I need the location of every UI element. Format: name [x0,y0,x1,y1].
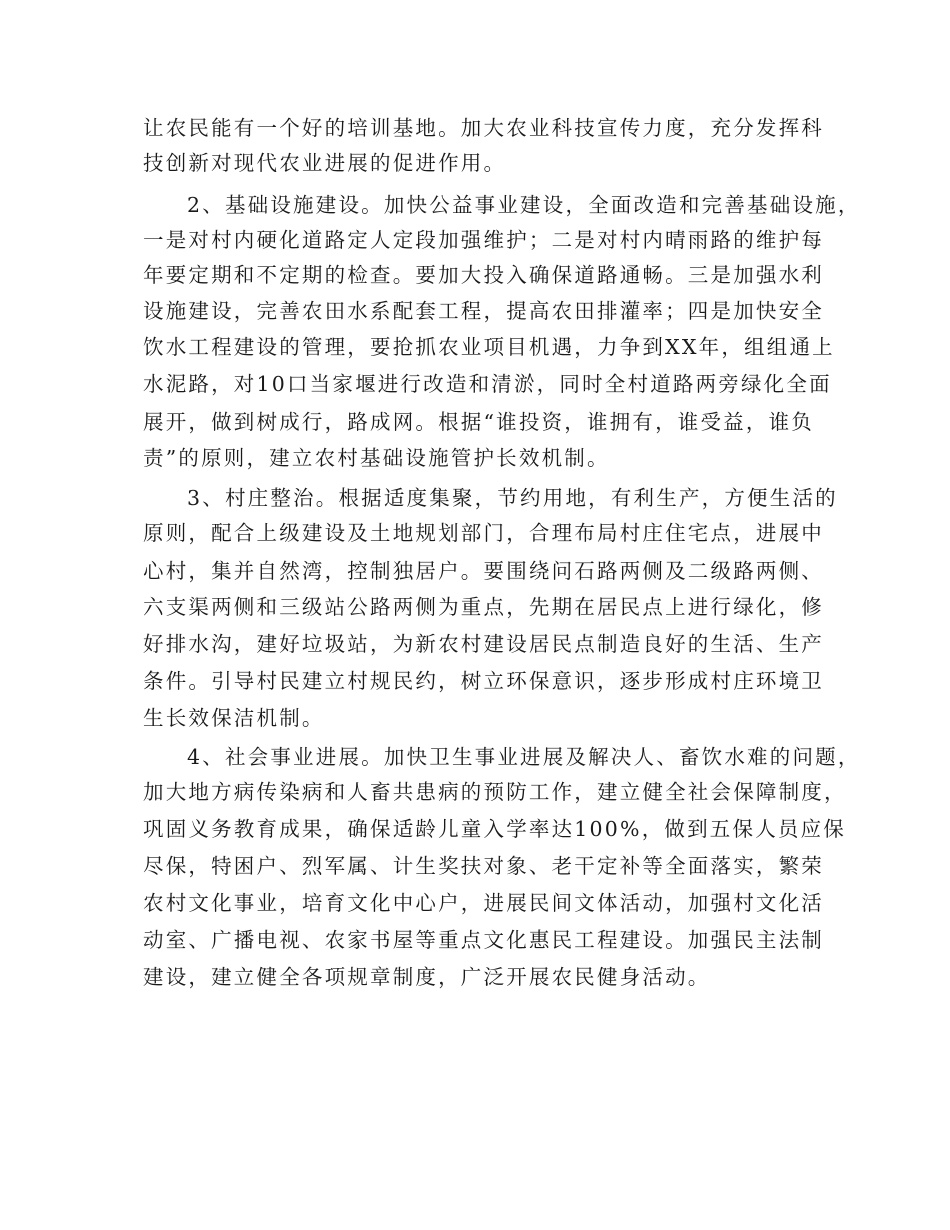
paragraph-line: 原则，配合上级建设及土地规划部门，合理布局村庄住宅点，进展中 [143,521,824,545]
paragraph-line: 水泥路，对10口当家堰进行改造和清淤，同时全村道路两旁绿化全面 [143,372,832,396]
paragraph-line: 让农民能有一个好的培训基地。加大农业科技宣传力度，充分发挥科 [143,116,824,140]
paragraph-line: 年要定期和不定期的检查。要加大投入确保道路通畅。三是加强水利 [143,263,824,287]
paragraph-line: 4、社会事业进展。加快卫生事业进展及解决人、畜饮水难的问题， [187,745,861,769]
paragraph-line: 责”的原则，建立农村基础设施管护长效机制。 [143,446,610,470]
paragraph-line: 六支渠两侧和三级站公路两侧为重点，先期在居民点上进行绿化，修 [143,595,824,619]
paragraph-line: 条件。引导村民建立村规民约，树立环保意识，逐步形成村庄环境卫 [143,669,824,693]
paragraph-line: 展开，做到树成行，路成网。根据“谁投资，谁拥有，谁受益，谁负 [143,410,814,434]
paragraph-line: 设施建设，完善农田水系配套工程，提高农田排灌率；四是加快安全 [143,299,824,323]
paragraph-line: 饮水工程建设的管理，要抢抓农业项目机遇，力争到XX年，组组通上 [143,335,835,359]
paragraph-line: 巩固义务教育成果，确保适龄儿童入学率达100%，做到五保人员应保 [143,817,847,841]
paragraph-line: 心村，集并自然湾，控制独居户。要围绕问石路两侧及二级路两侧、 [143,559,824,583]
paragraph-line: 2、基础设施建设。加快公益事业建设，全面改造和完善基础设施， [187,193,861,217]
paragraph-line: 技创新对现代农业进展的促进作用。 [143,151,507,175]
paragraph-line: 加大地方病传染病和人畜共患病的预防工作，建立健全社会保障制度， [143,780,847,804]
paragraph-line: 好排水沟，建好垃圾站，为新农村建设居民点制造良好的生活、生产 [143,632,824,656]
paragraph-line: 生长效保洁机制。 [143,706,325,730]
paragraph-line: 建设，建立健全各项规章制度，广泛开展农民健身活动。 [143,965,711,989]
paragraph-line: 3、村庄整治。根据适度集聚，节约用地，有利生产，方便生活的 [187,486,838,510]
paragraph-line: 尽保，特困户、烈军属、计生奖扶对象、老干定补等全面落实，繁荣 [143,854,824,878]
paragraph-line: 一是对村内硬化道路定人定段加强维护；二是对村内晴雨路的维护每 [143,228,824,252]
paragraph-line: 动室、广播电视、农家书屋等重点文化惠民工程建设。加强民主法制 [143,928,824,952]
paragraph-line: 农村文化事业，培育文化中心户，进展民间文体活动，加强村文化活 [143,891,824,915]
